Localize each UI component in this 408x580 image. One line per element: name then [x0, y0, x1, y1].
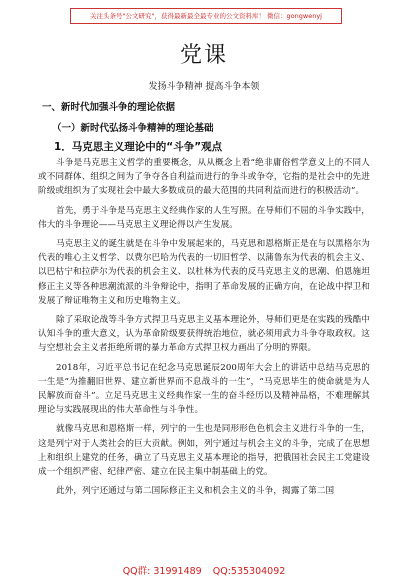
paragraph: 首先，勇于斗争是马克思主义经典作家的人生写照。在导师们不屈的斗争实践中，伟大的斗争理论——马克思主义理论得以产生发展。	[38, 205, 370, 230]
paragraph: 斗争是马克思主义哲学的重要概念，从从概念上看“绝非庸俗哲学意义上的不同人或不同群体、组织之间为了争夺各自利益而进行的争斗或争夺，它指的是社会中的先进阶级或组织为了实现社会中最大多数成员的最大范围的共同利益而进行的积极活动”。	[38, 158, 370, 197]
paragraph: 2018年，习近平总书记在纪念马克思诞辰200周年大会上的讲话中总结马克思的一生是“为推翻旧世界、建立新世界而不息战斗的一生”，“马克思毕生的使命就是为人民解放而奋斗”。立足马克思主义经典作家一生的奋斗经历以及精神品格，不难理解其理论与实践展现出的伟大革命性与斗争性。	[38, 362, 370, 416]
section-heading-3: 1．马克思主义理论中的“斗争”观点	[54, 141, 223, 153]
document-title: 党课	[179, 43, 228, 68]
header-banner: 关注头条号"公文研究"，获得最新最全最专业的公文资料库！ 微信：gongwenyj	[70, 8, 342, 24]
section-heading-2: （一）新时代弘扬斗争精神的理论基础	[52, 123, 214, 134]
document-body	[38, 156, 370, 503]
document-subtitle: 发扬斗争精神 提高斗争本领	[148, 82, 260, 92]
paragraph: 除了采取论战等斗争方式捍卫马克思主义基本理论外，导师们更是在实践的残酷中认知斗争的重大意义，认为革命阶级要获得统治地位，就必须用武力斗争夺取政权。这与空想社会主义者拒绝所谓的暴力革命方式捍卫权力画出了分明的界限。	[38, 315, 370, 354]
section-heading-1: 一、新时代加强斗争的理论依据	[42, 102, 176, 113]
footer-contact	[0, 563, 408, 577]
footer-qq-group: QQ群: 31991489	[122, 566, 202, 577]
paragraph: 马克思主义的诞生就是在斗争中发展起来的，马克思和恩格斯正是在与以黑格尔为代表的唯心主义哲学、以费尔巴哈为代表的一切旧哲学、以蒲鲁东为代表的机会主义、以巴枯宁和拉萨尔为代表的机会主义、以杜林为代表的反马克思主义的思潮、伯恩施坦修正主义等各种思潮流派的斗争辩论中，指明了革命发展的正确方向，在论战中捍卫和发展了辩证唯物主义和历史唯物主义。	[38, 239, 370, 306]
paragraph: 就像马克思和恩格斯一样，列宁的一生也是同形形色色机会主义进行斗争的一生，这是列宁对于人类社会的巨大贡献。例如，列宁通过与机会主义的斗争，完成了在思想上和组织上建党的任务，确立了马克思主义基本理论的指导，把俄国社会民主工党建设成一个组织严密、纪律严密、建立在民主集中制基础上的党。	[38, 424, 370, 478]
paragraph: 此外，列宁还通过与第二国际修正主义和机会主义的斗争，揭露了第二国	[56, 486, 335, 497]
footer-qq: QQ:535304092	[212, 566, 286, 577]
